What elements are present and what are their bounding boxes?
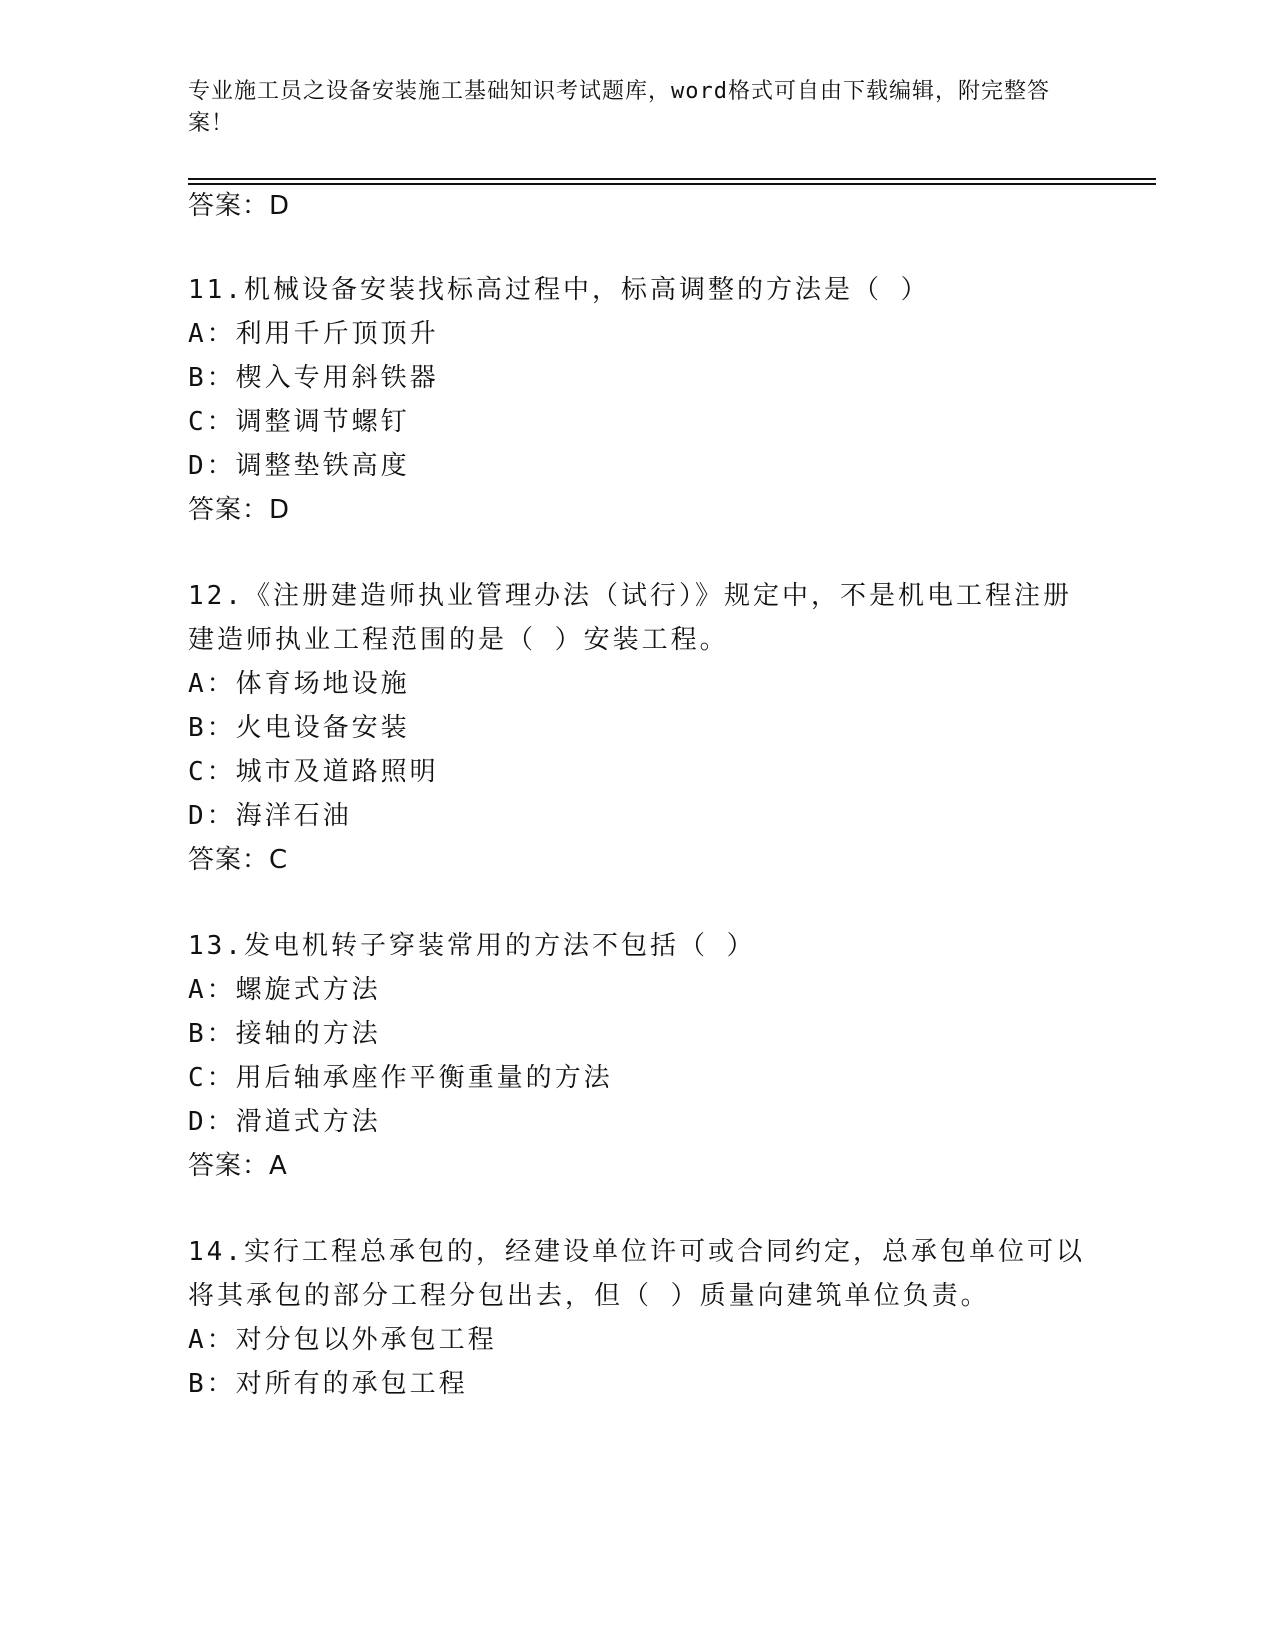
document-header: 专业施工员之设备安装施工基础知识考试题库，word格式可自由下载编辑，附完整答案！ xyxy=(188,79,1050,136)
question-11-option-a: A：利用千斤顶顶升 xyxy=(188,319,439,349)
header-divider-top xyxy=(188,178,1156,180)
question-11-answer: 答案：D xyxy=(188,495,291,525)
question-12-stem-line-2: 建造师执业工程范围的是（ ）安装工程。 xyxy=(188,625,729,655)
question-13-option-b: B：接轴的方法 xyxy=(188,1019,381,1049)
question-12-option-c: C：城市及道路照明 xyxy=(188,757,439,787)
previous-answer: 答案：D xyxy=(188,191,291,221)
question-12-option-b: B：火电设备安装 xyxy=(188,713,410,743)
question-14-option-a: A：对分包以外承包工程 xyxy=(188,1325,497,1355)
header-divider-bottom xyxy=(188,183,1156,185)
question-12-option-a: A：体育场地设施 xyxy=(188,669,410,699)
question-12-answer: 答案：C xyxy=(188,845,289,875)
question-12-option-d: D：海洋石油 xyxy=(188,801,352,831)
question-14-option-b: B：对所有的承包工程 xyxy=(188,1369,468,1399)
question-14-stem-line-1: 14.实行工程总承包的，经建设单位许可或合同约定，总承包单位可以 xyxy=(188,1237,1085,1267)
question-13-option-c: C：用后轴承座作平衡重量的方法 xyxy=(188,1063,613,1093)
question-13-option-a: A：螺旋式方法 xyxy=(188,975,381,1005)
question-12-stem-line-1: 12.《注册建造师执业管理办法（试行）》规定中，不是机电工程注册 xyxy=(188,581,1072,611)
question-14-stem-line-2: 将其承包的部分工程分包出去，但（ ）质量向建筑单位负责。 xyxy=(188,1281,990,1311)
question-11-stem: 11.机械设备安装找标高过程中，标高调整的方法是（ ） xyxy=(188,275,930,305)
question-11-option-b: B：楔入专用斜铁器 xyxy=(188,363,439,393)
question-13-answer: 答案：A xyxy=(188,1151,288,1181)
question-11-option-c: C：调整调节螺钉 xyxy=(188,407,410,437)
question-13-option-d: D：滑道式方法 xyxy=(188,1107,381,1137)
question-11-option-d: D：调整垫铁高度 xyxy=(188,451,410,481)
question-13-stem: 13.发电机转子穿装常用的方法不包括（ ） xyxy=(188,931,756,961)
